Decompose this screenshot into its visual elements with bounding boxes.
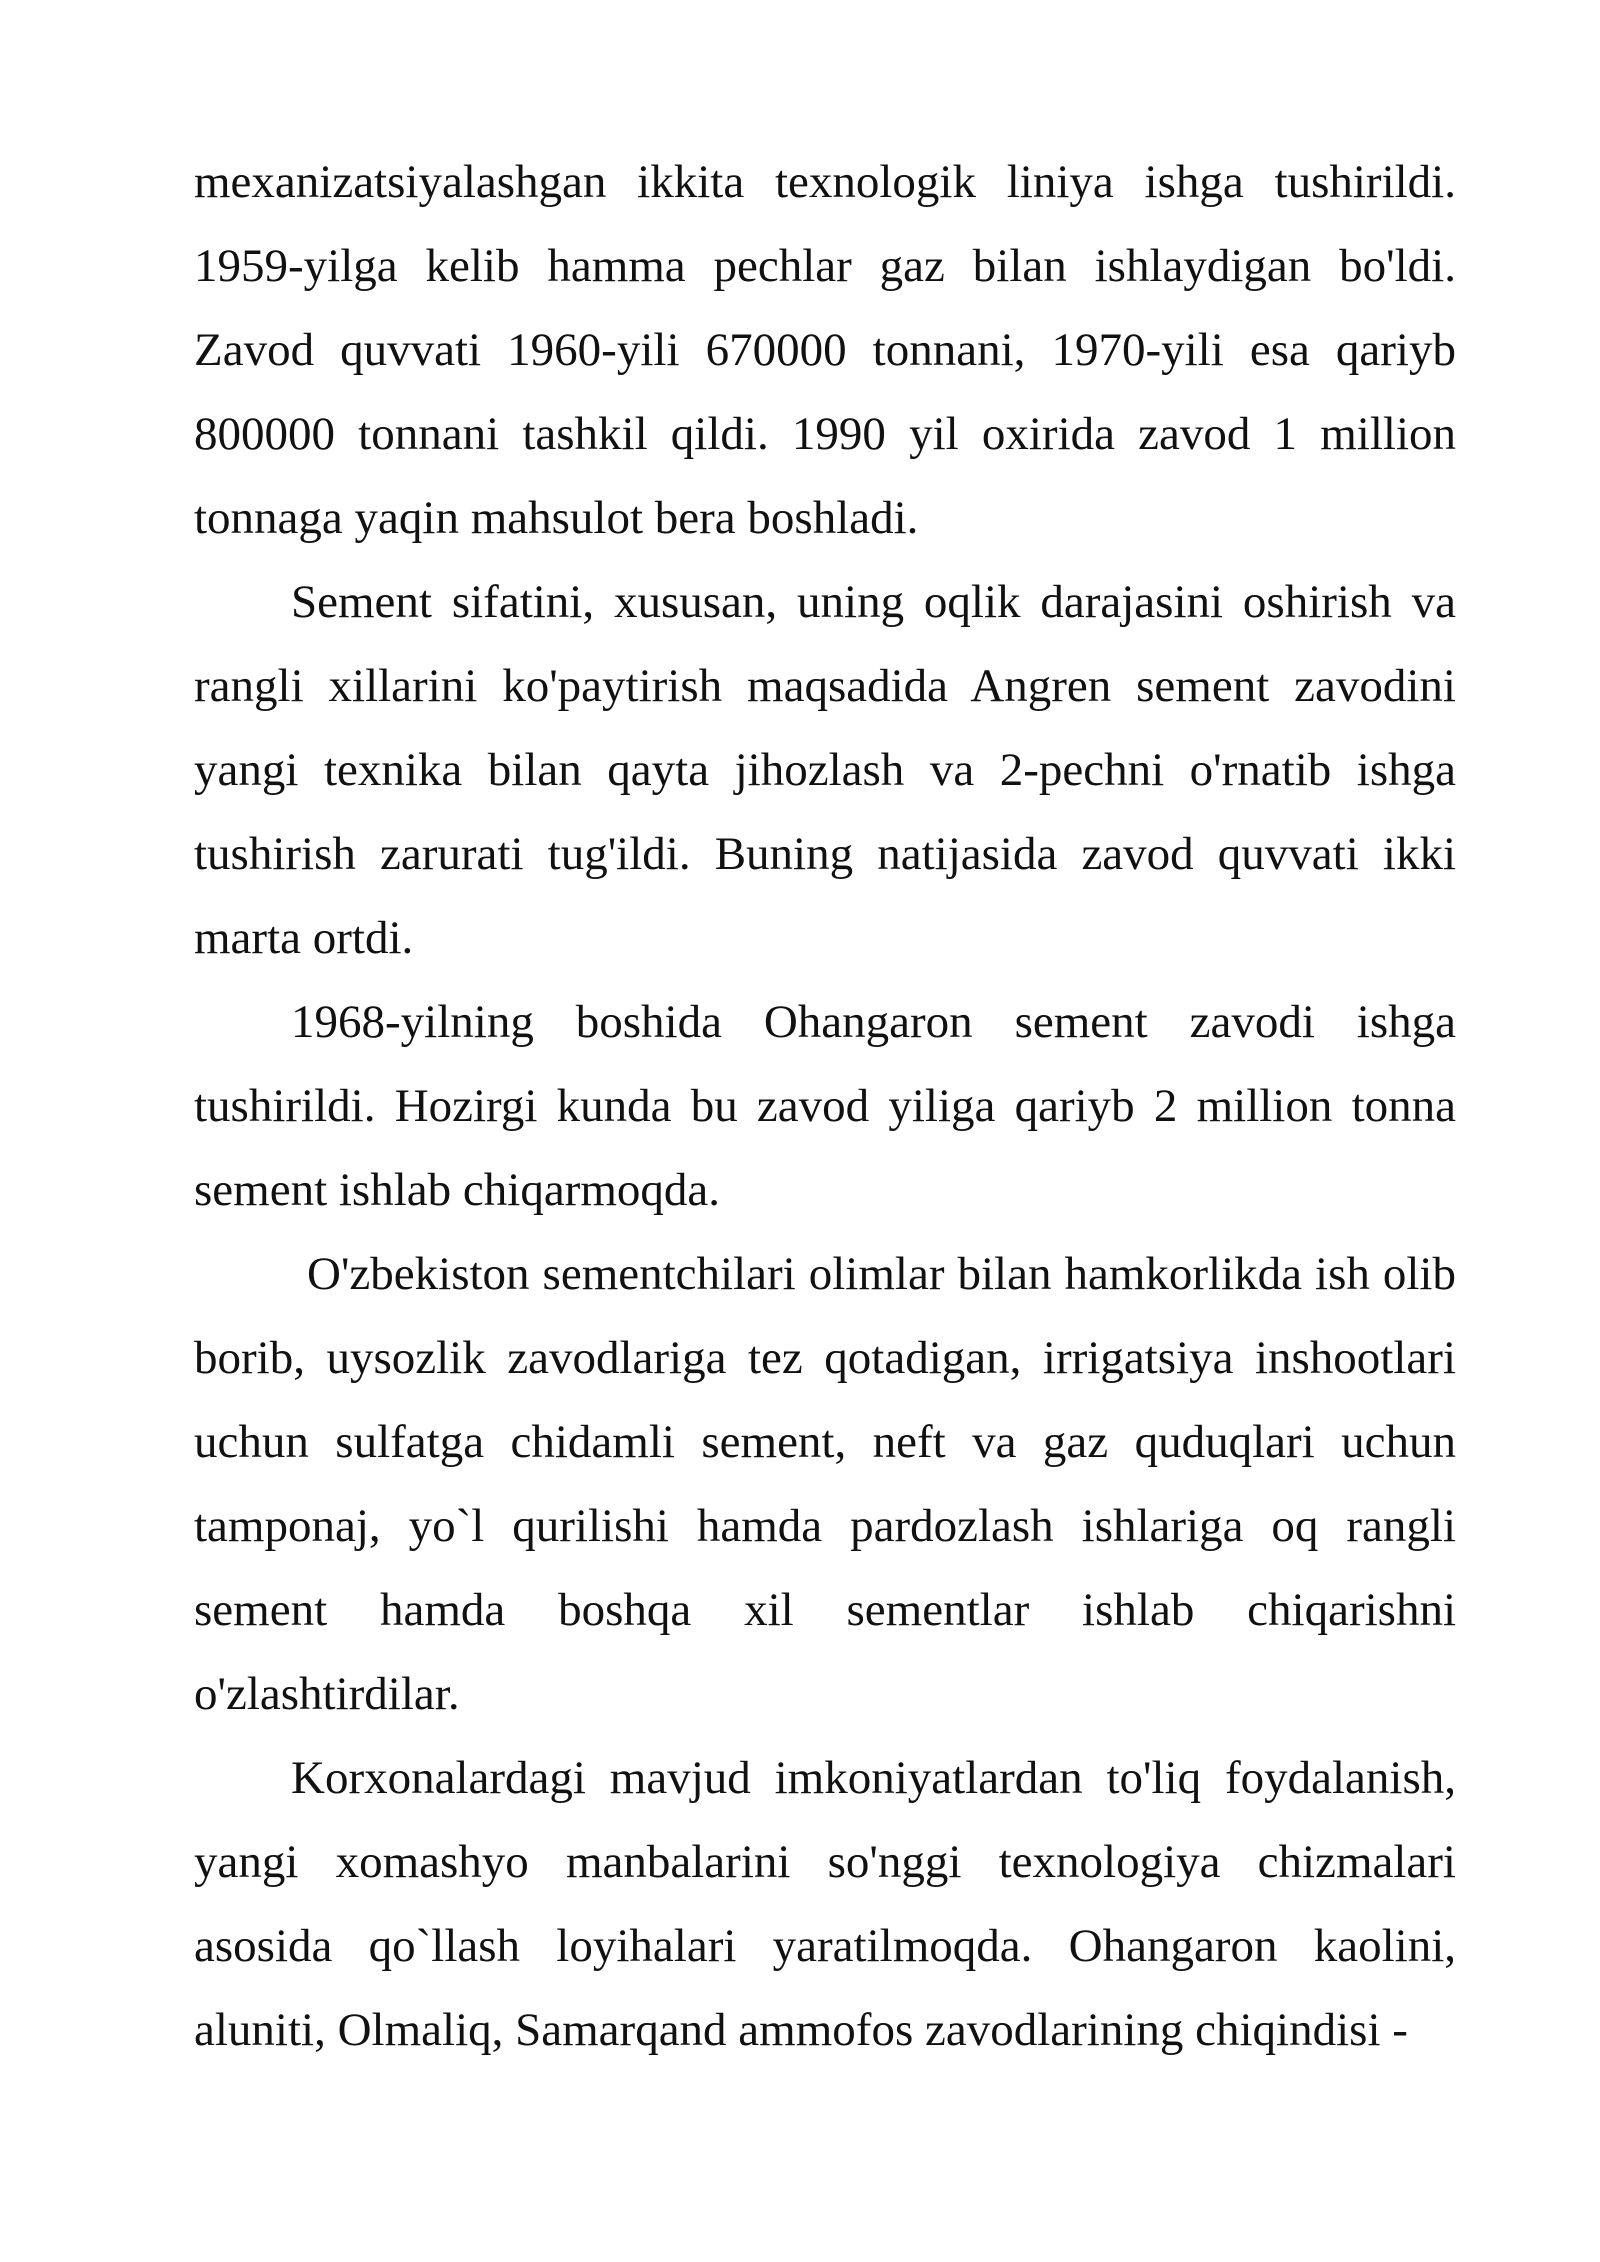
paragraph-angren-plant: Sement sifatini, xususan, uning oqlik darajasini oshirish va rangli xillarini ko'paytirish maqsadida Angren sement zavodini yangi texnika bilan qayta jihozlash va 2-pechni o'rnatib ishga tushirish zarurati tug'ildi. Buning natijasida zavod quvvati ikki marta ortdi. [194,576,1456,964]
body-text [194,140,1456,2072]
paragraph-ohangaron-plant: 1968-yilning boshida Ohangaron sement zavodi ishga tushirildi. Hozirgi kunda bu zavod yiliga qariyb 2 million tonna sement ishlab chiqarmoqda. [194,996,1456,1216]
paragraph-continuation: mexanizatsiyalashgan ikkita texnologik liniya ishga tushirildi. 1959-yilga kelib hamma pechlar gaz bilan ishlaydigan bo'ldi. Zavod quvvati 1960-yili 670000 tonnani, 1970-yili esa qariyb 800000 tonnani tashkil qildi. 1990 yil oxirida zavod 1 million tonnaga yaqin mahsulot bera boshladi. [194,156,1456,544]
paragraph-cement-types: O'zbekiston sementchilari olimlar bilan hamkorlikda ish olib borib, uysozlik zavodlariga tez qotadigan, irrigatsiya inshootlari uchun sulfatga chidamli sement, neft va gaz quduqlari uchun tamponaj, yo`l qurilishi hamda pardozlash ishlariga oq rangli sement hamda boshqa xil sementlar ishlab chiqarishni o'zlashtirdilar. [194,1248,1456,1720]
paragraph-raw-materials: Korxonalardagi mavjud imkoniyatlardan to'liq foydalanish, yangi xomashyo manbalarini so'nggi texnologiya chizmalari asosida qo`llash loyihalari yaratilmoqda. Ohangaron kaolini, aluniti, Olmaliq, Samarqand ammofos zavodlarining chiqindisi - [194,1752,1456,2056]
